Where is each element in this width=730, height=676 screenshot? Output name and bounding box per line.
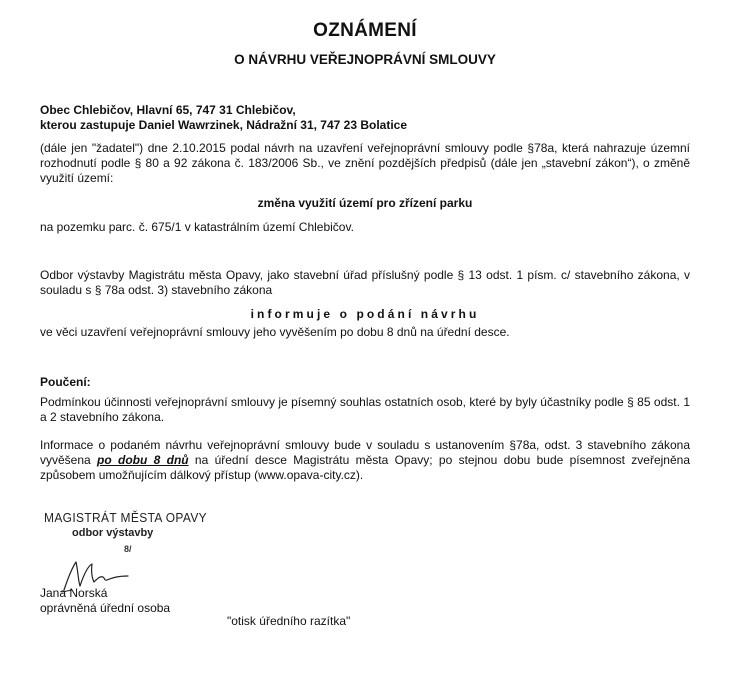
intro-paragraph: (dále jen "žadatel") dne 2.10.2015 podal návrh na uzavření veřejnoprávní smlouvy podle §78a, která nahrazuje územní rozhodnutí podle § 80 a 92 zákona č. 183/2006 Sb., ve znění pozdějších předpisů (dále jen „stavební zákon“), o změně využití území: (40, 141, 690, 185)
stamp-placeholder-note: "otisk úředního razítka" (227, 614, 351, 628)
office-paragraph: Odbor výstavby Magistrátu města Opavy, jako stavební úřad příslušný podle § 13 odst. 1 písm. c/ stavebního zákona, v souladu s § 78a odst. 3) stavebního zákona (40, 268, 690, 297)
instruction-paragraph-1: Podmínkou účinnosti veřejnoprávní smlouvy je písemný souhlas ostatních osob, které by byly účastníky podle § 85 odst. 1 a 2 stavebního zákona. (40, 395, 690, 424)
matter-line: ve věci uzavření veřejnoprávní smlouvy jeho vyvěšením po dobu 8 dnů na úřední desce. (40, 325, 510, 339)
official-name: Jana Norská (40, 586, 108, 600)
instruction-paragraph-2 (40, 438, 690, 483)
document-title: OZNÁMENÍ (313, 20, 417, 41)
paragraph-2-start: Informace o podaném návrhu veřejnoprávní smlouvy bude v souladu s ustanovením §78a, odst. 3 stavebního zákona vyvěšena (40, 438, 690, 467)
department-stamp: odbor výstavby (72, 527, 154, 539)
official-role: oprávněná úřední osoba (40, 601, 171, 615)
authority-stamp: MAGISTRÁT MĚSTA OPAVY (44, 510, 208, 525)
emphasis-period: po dobu 8 dnů (97, 453, 189, 467)
instruction-heading: Poučení: (40, 375, 91, 389)
applicant-line-1: Obec Chlebičov, Hlavní 65, 747 31 Chlebičov, (40, 103, 296, 117)
paragraph-2-end: na úřední desce Magistrátu města Opavy; po stejnou dobu bude písemnost zveřejněna způsobem umožňujícím dálkový přístup (www.opava-city.cz). (40, 453, 690, 482)
location-line: na pozemku parc. č. 675/1 v katastrálním území Chlebičov. (40, 220, 354, 234)
informs-heading: informuje o podání návrhu (250, 307, 480, 321)
applicant-line-2: kterou zastupuje Daniel Wawrzinek, Nádražní 31, 747 23 Bolatice (40, 118, 408, 132)
change-title: změna využití území pro zřízení parku (257, 196, 473, 210)
signature-mark: 8/ (124, 544, 132, 554)
document-subtitle: O NÁVRHU VEŘEJNOPRÁVNÍ SMLOUVY (234, 52, 496, 67)
